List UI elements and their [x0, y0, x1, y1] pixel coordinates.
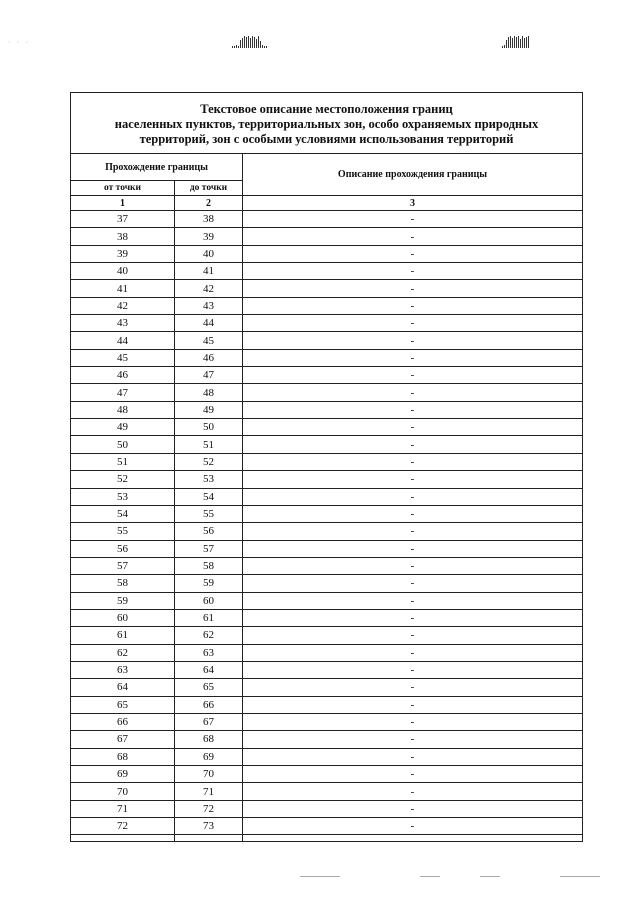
- header-group-label: Прохождение границы: [71, 154, 243, 181]
- description-cell: -: [243, 245, 583, 262]
- table-row: [71, 488, 583, 505]
- description-cell: -: [243, 575, 583, 592]
- description-cell: -: [243, 419, 583, 436]
- table-row: [71, 401, 583, 418]
- table-row: [71, 419, 583, 436]
- description-cell: -: [243, 297, 583, 314]
- boundary-description-table: [70, 92, 583, 842]
- to-point-cell: 56: [175, 523, 243, 540]
- to-point-cell: 46: [175, 349, 243, 366]
- scan-bottom-marks: [300, 876, 600, 882]
- title-line-1: Текстовое описание местоположения границ: [200, 101, 453, 116]
- description-cell: -: [243, 696, 583, 713]
- table-row: [71, 644, 583, 661]
- description-cell: -: [243, 471, 583, 488]
- to-point-cell: 62: [175, 627, 243, 644]
- to-point-cell: 41: [175, 263, 243, 280]
- to-point-cell: 72: [175, 800, 243, 817]
- table-row: [71, 679, 583, 696]
- description-cell: -: [243, 315, 583, 332]
- to-point-cell: 51: [175, 436, 243, 453]
- table-row: [71, 661, 583, 678]
- table-row: [71, 384, 583, 401]
- from-point-cell: 72: [71, 818, 175, 835]
- table-row: [71, 748, 583, 765]
- from-point-cell: 40: [71, 263, 175, 280]
- table-row: [71, 332, 583, 349]
- table-row: [71, 505, 583, 522]
- to-point-cell: 58: [175, 557, 243, 574]
- description-cell: -: [243, 748, 583, 765]
- table-row: [71, 627, 583, 644]
- header-to-point: до точки: [175, 181, 243, 196]
- table-row: [71, 228, 583, 245]
- description-cell: -: [243, 332, 583, 349]
- description-cell: -: [243, 263, 583, 280]
- from-point-cell: 45: [71, 349, 175, 366]
- table-row: [71, 367, 583, 384]
- from-point-cell: 66: [71, 713, 175, 730]
- from-point-cell: 62: [71, 644, 175, 661]
- table-row: [71, 557, 583, 574]
- to-point-cell: 45: [175, 332, 243, 349]
- description-cell: -: [243, 540, 583, 557]
- title-line-2: населенных пунктов, территориальных зон, особо охраняемых природных: [114, 116, 539, 131]
- from-point-cell: 58: [71, 575, 175, 592]
- from-point-cell: 63: [71, 661, 175, 678]
- description-cell: -: [243, 679, 583, 696]
- from-point-cell: 49: [71, 419, 175, 436]
- from-point-cell: 47: [71, 384, 175, 401]
- to-point-cell: 50: [175, 419, 243, 436]
- from-point-cell: 64: [71, 679, 175, 696]
- table-row: [71, 766, 583, 783]
- from-point-cell: 69: [71, 766, 175, 783]
- table-row: [71, 453, 583, 470]
- table-row: [71, 280, 583, 297]
- from-point-cell: 39: [71, 245, 175, 262]
- table-row: [71, 713, 583, 730]
- description-cell: -: [243, 766, 583, 783]
- empty-footer-cell: [243, 835, 583, 842]
- from-point-cell: 50: [71, 436, 175, 453]
- description-cell: -: [243, 436, 583, 453]
- description-cell: -: [243, 211, 583, 228]
- table-row: [71, 818, 583, 835]
- from-point-cell: 42: [71, 297, 175, 314]
- column-number-2: 2: [175, 196, 243, 211]
- from-point-cell: 65: [71, 696, 175, 713]
- to-point-cell: 38: [175, 211, 243, 228]
- to-point-cell: 60: [175, 592, 243, 609]
- to-point-cell: 42: [175, 280, 243, 297]
- to-point-cell: 44: [175, 315, 243, 332]
- description-cell: -: [243, 523, 583, 540]
- description-cell: -: [243, 280, 583, 297]
- description-cell: -: [243, 228, 583, 245]
- from-point-cell: 52: [71, 471, 175, 488]
- to-point-cell: 55: [175, 505, 243, 522]
- empty-footer-cell: [175, 835, 243, 842]
- document-sheet: [70, 92, 582, 842]
- description-cell: -: [243, 644, 583, 661]
- table-row: [71, 471, 583, 488]
- header-description: Описание прохождения границы: [243, 154, 583, 196]
- to-point-cell: 73: [175, 818, 243, 835]
- table-row: [71, 592, 583, 609]
- description-cell: -: [243, 384, 583, 401]
- description-cell: -: [243, 609, 583, 626]
- description-cell: -: [243, 627, 583, 644]
- to-point-cell: 49: [175, 401, 243, 418]
- from-point-cell: 53: [71, 488, 175, 505]
- description-cell: -: [243, 557, 583, 574]
- from-point-cell: 43: [71, 315, 175, 332]
- description-cell: -: [243, 731, 583, 748]
- description-cell: -: [243, 661, 583, 678]
- to-point-cell: 63: [175, 644, 243, 661]
- table-row: [71, 436, 583, 453]
- from-point-cell: 41: [71, 280, 175, 297]
- description-cell: -: [243, 401, 583, 418]
- table-body: [71, 211, 583, 835]
- from-point-cell: 55: [71, 523, 175, 540]
- table-row: [71, 523, 583, 540]
- title-line-3: территорий, зон с особыми условиями использования территорий: [139, 131, 514, 146]
- table-row: [71, 540, 583, 557]
- document-title: [71, 93, 583, 154]
- to-point-cell: 47: [175, 367, 243, 384]
- description-cell: -: [243, 800, 583, 817]
- to-point-cell: 71: [175, 783, 243, 800]
- scan-barcode-mark-left: [232, 36, 267, 48]
- description-cell: -: [243, 783, 583, 800]
- table-row: [71, 696, 583, 713]
- from-point-cell: 67: [71, 731, 175, 748]
- from-point-cell: 57: [71, 557, 175, 574]
- to-point-cell: 53: [175, 471, 243, 488]
- description-cell: -: [243, 488, 583, 505]
- to-point-cell: 67: [175, 713, 243, 730]
- table-row: [71, 731, 583, 748]
- to-point-cell: 59: [175, 575, 243, 592]
- table-row: [71, 315, 583, 332]
- from-point-cell: 54: [71, 505, 175, 522]
- from-point-cell: 48: [71, 401, 175, 418]
- from-point-cell: 60: [71, 609, 175, 626]
- to-point-cell: 48: [175, 384, 243, 401]
- description-cell: -: [243, 505, 583, 522]
- to-point-cell: 66: [175, 696, 243, 713]
- to-point-cell: 43: [175, 297, 243, 314]
- table-row: [71, 609, 583, 626]
- column-number-1: 1: [71, 196, 175, 211]
- from-point-cell: 61: [71, 627, 175, 644]
- description-cell: -: [243, 453, 583, 470]
- column-number-3: 3: [243, 196, 583, 211]
- from-point-cell: 37: [71, 211, 175, 228]
- table-row: [71, 800, 583, 817]
- to-point-cell: 70: [175, 766, 243, 783]
- to-point-cell: 52: [175, 453, 243, 470]
- to-point-cell: 68: [175, 731, 243, 748]
- to-point-cell: 64: [175, 661, 243, 678]
- from-point-cell: 38: [71, 228, 175, 245]
- from-point-cell: 68: [71, 748, 175, 765]
- scan-barcode-mark-right: [502, 36, 529, 48]
- to-point-cell: 54: [175, 488, 243, 505]
- header-from-point: от точки: [71, 181, 175, 196]
- empty-footer-cell: [71, 835, 175, 842]
- from-point-cell: 71: [71, 800, 175, 817]
- to-point-cell: 39: [175, 228, 243, 245]
- scan-noise: · · ·: [8, 38, 30, 47]
- to-point-cell: 61: [175, 609, 243, 626]
- from-point-cell: 56: [71, 540, 175, 557]
- table-row: [71, 263, 583, 280]
- table-row: [71, 783, 583, 800]
- table-row: [71, 349, 583, 366]
- from-point-cell: 44: [71, 332, 175, 349]
- description-cell: -: [243, 818, 583, 835]
- to-point-cell: 40: [175, 245, 243, 262]
- from-point-cell: 59: [71, 592, 175, 609]
- to-point-cell: 65: [175, 679, 243, 696]
- description-cell: -: [243, 349, 583, 366]
- description-cell: -: [243, 713, 583, 730]
- to-point-cell: 57: [175, 540, 243, 557]
- table-row: [71, 245, 583, 262]
- description-cell: -: [243, 367, 583, 384]
- table-row: [71, 575, 583, 592]
- table-row: [71, 297, 583, 314]
- from-point-cell: 70: [71, 783, 175, 800]
- from-point-cell: 51: [71, 453, 175, 470]
- table-row: [71, 211, 583, 228]
- from-point-cell: 46: [71, 367, 175, 384]
- description-cell: -: [243, 592, 583, 609]
- to-point-cell: 69: [175, 748, 243, 765]
